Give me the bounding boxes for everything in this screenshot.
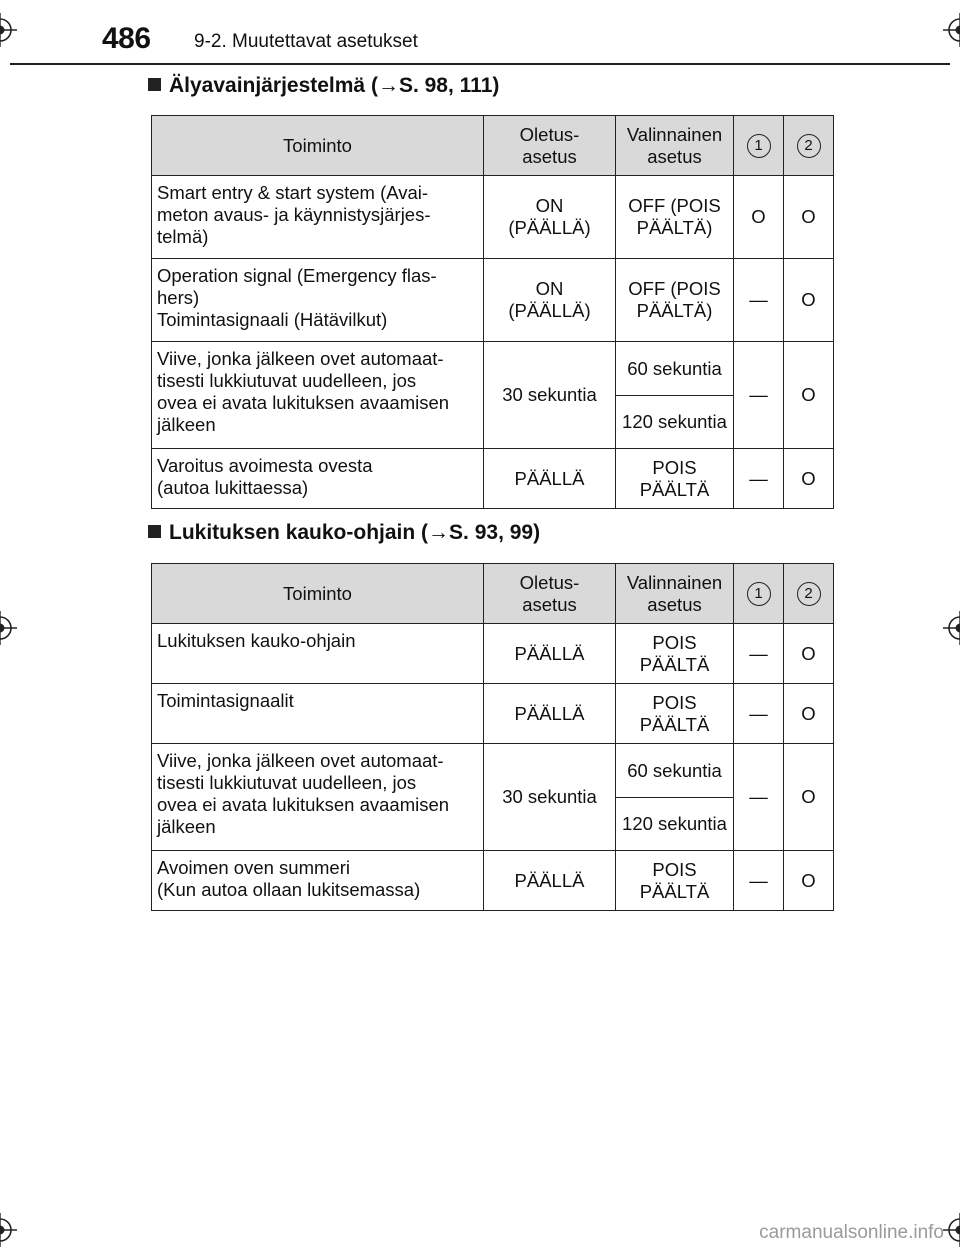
method-2-cell: O bbox=[784, 851, 834, 911]
method-1-cell: — bbox=[734, 684, 784, 744]
circled-number-1: 1 bbox=[747, 582, 771, 606]
method-1-cell: — bbox=[734, 624, 784, 684]
method-2-cell: O bbox=[784, 744, 834, 851]
settings-table-smart-key bbox=[151, 115, 834, 509]
function-cell: Smart entry & start system (Avai- meton avaus- ja käynnistysjärjes- telmä) bbox=[152, 176, 484, 259]
column-header: Valinnainen asetus bbox=[616, 116, 734, 176]
section-heading-smart-key bbox=[148, 74, 499, 98]
method-1-cell: — bbox=[734, 851, 784, 911]
function-cell: Avoimen oven summeri (Kun autoa ollaan lukitsemassa) bbox=[152, 851, 484, 911]
column-header bbox=[734, 116, 784, 176]
circled-number-2: 2 bbox=[797, 134, 821, 158]
default-setting-cell: PÄÄLLÄ bbox=[484, 624, 616, 684]
column-header: Oletus- asetus bbox=[484, 116, 616, 176]
function-cell: Lukituksen kauko-ohjain bbox=[152, 624, 484, 684]
heading-title: Älyavainjärjestelmä ( bbox=[169, 74, 378, 97]
method-2-cell: O bbox=[784, 684, 834, 744]
table-row bbox=[152, 449, 834, 509]
method-2-cell: O bbox=[784, 259, 834, 342]
watermark: carmanualsonline.info bbox=[759, 1222, 944, 1243]
optional-setting-cell: POIS PÄÄLTÄ bbox=[616, 684, 734, 744]
default-setting-cell: ON (PÄÄLLÄ) bbox=[484, 176, 616, 259]
settings-table-wireless-remote bbox=[151, 563, 834, 911]
page-number: 486 bbox=[102, 22, 151, 55]
optional-setting-cell: POIS PÄÄLTÄ bbox=[616, 449, 734, 509]
method-1-cell: — bbox=[734, 259, 784, 342]
section-title: 9-2. Muutettavat asetukset bbox=[194, 31, 418, 52]
method-1-cell: — bbox=[734, 342, 784, 449]
default-setting-cell: 30 sekuntia bbox=[484, 744, 616, 851]
table-row bbox=[152, 744, 834, 798]
optional-setting-cell: 60 sekuntia bbox=[616, 342, 734, 396]
table-row bbox=[152, 851, 834, 911]
function-cell: Varoitus avoimesta ovesta (autoa lukittaessa) bbox=[152, 449, 484, 509]
default-setting-cell: PÄÄLLÄ bbox=[484, 684, 616, 744]
method-2-cell: O bbox=[784, 449, 834, 509]
column-header bbox=[734, 564, 784, 624]
section-heading-wireless-remote bbox=[148, 521, 540, 545]
table-header-row bbox=[152, 116, 834, 176]
method-1-cell: O bbox=[734, 176, 784, 259]
optional-setting-cell: OFF (POIS PÄÄLTÄ) bbox=[616, 259, 734, 342]
table-row bbox=[152, 176, 834, 259]
function-cell: Viive, jonka jälkeen ovet automaat- tisesti lukkiutuvat uudelleen, jos ovea ei avata lukituksen avaamisen jälkeen bbox=[152, 342, 484, 449]
registration-mark-icon bbox=[943, 611, 960, 645]
table-header-row bbox=[152, 564, 834, 624]
method-1-cell: — bbox=[734, 744, 784, 851]
square-bullet-icon bbox=[148, 525, 161, 538]
column-header: Toiminto bbox=[152, 116, 484, 176]
table-row bbox=[152, 684, 834, 744]
registration-mark-icon bbox=[0, 611, 17, 645]
optional-setting-cell: OFF (POIS PÄÄLTÄ) bbox=[616, 176, 734, 259]
method-1-cell: — bbox=[734, 449, 784, 509]
table-row bbox=[152, 342, 834, 396]
table-row bbox=[152, 259, 834, 342]
default-setting-cell: PÄÄLLÄ bbox=[484, 449, 616, 509]
optional-setting-cell: 120 sekuntia bbox=[616, 798, 734, 851]
method-2-cell: O bbox=[784, 342, 834, 449]
method-2-cell: O bbox=[784, 624, 834, 684]
circled-number-2: 2 bbox=[797, 582, 821, 606]
registration-mark-icon bbox=[0, 13, 17, 47]
heading-page-ref: →S. 93, 99) bbox=[428, 521, 541, 544]
registration-mark-icon bbox=[943, 1213, 960, 1247]
column-header: Oletus- asetus bbox=[484, 564, 616, 624]
registration-mark-icon bbox=[0, 1213, 17, 1247]
optional-setting-cell: 60 sekuntia bbox=[616, 744, 734, 798]
function-cell: Operation signal (Emergency flas- hers) Toimintasignaali (Hätävilkut) bbox=[152, 259, 484, 342]
circled-number-1: 1 bbox=[747, 134, 771, 158]
function-cell: Toimintasignaalit bbox=[152, 684, 484, 744]
column-header: Valinnainen asetus bbox=[616, 564, 734, 624]
default-setting-cell: ON (PÄÄLLÄ) bbox=[484, 259, 616, 342]
optional-setting-cell: POIS PÄÄLTÄ bbox=[616, 624, 734, 684]
optional-setting-cell: POIS PÄÄLTÄ bbox=[616, 851, 734, 911]
table-row bbox=[152, 624, 834, 684]
method-2-cell: O bbox=[784, 176, 834, 259]
default-setting-cell: PÄÄLLÄ bbox=[484, 851, 616, 911]
default-setting-cell: 30 sekuntia bbox=[484, 342, 616, 449]
column-header: Toiminto bbox=[152, 564, 484, 624]
registration-mark-icon bbox=[943, 13, 960, 47]
heading-page-ref: →S. 98, 111) bbox=[377, 74, 500, 97]
optional-setting-cell: 120 sekuntia bbox=[616, 396, 734, 449]
heading-title: Lukituksen kauko-ohjain ( bbox=[169, 521, 429, 544]
header-divider bbox=[10, 63, 950, 65]
square-bullet-icon bbox=[148, 78, 161, 91]
column-header bbox=[784, 564, 834, 624]
column-header bbox=[784, 116, 834, 176]
function-cell: Viive, jonka jälkeen ovet automaat- tisesti lukkiutuvat uudelleen, jos ovea ei avata lukituksen avaamisen jälkeen bbox=[152, 744, 484, 851]
